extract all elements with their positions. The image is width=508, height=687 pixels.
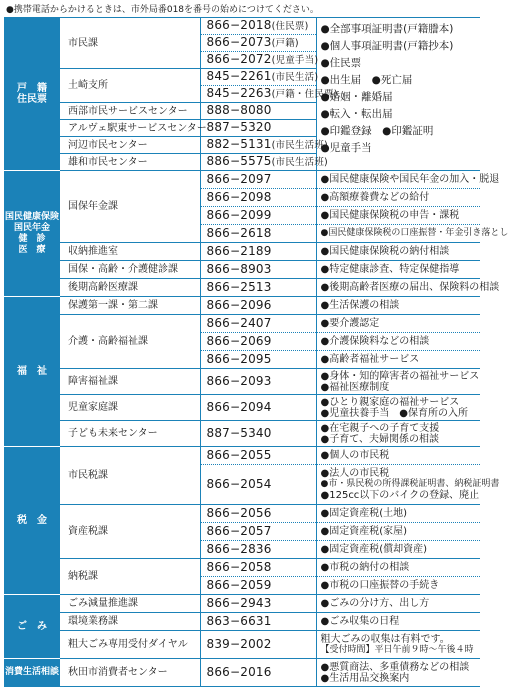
phone-number[interactable]: 866−2836 <box>200 541 316 559</box>
dept-label: 土崎支所 <box>60 69 200 103</box>
service-item: ●ごみ収集の日程 <box>316 613 480 631</box>
dept-label: ごみ減量推進課 <box>60 595 200 613</box>
service-item: ●悪質商法、多重債務などの相談 ●生活用品交換案内 <box>320 661 470 684</box>
dept-label: 納税課 <box>60 559 200 595</box>
phone-number[interactable]: 866−2018(住民票) <box>200 18 316 35</box>
service-item: ●後期高齢者医療の届出、保険料の相談 <box>316 279 480 297</box>
service-item: ●国民健康保険税の納付相談 <box>316 243 480 261</box>
service-item: ●国民健康保険税の申告・課税 <box>316 207 480 225</box>
phone-number[interactable]: 887−5340 <box>200 421 316 447</box>
phone-number[interactable]: 866−2407 <box>200 315 316 333</box>
phone-number[interactable]: 866−2057 <box>200 523 316 541</box>
phone-number[interactable]: 866−2059 <box>200 577 316 595</box>
dept-label: 介護・高齢福祉課 <box>60 315 200 369</box>
dept-label: 西部市民サービスセンター <box>60 103 200 120</box>
dept-label: 環境業務課 <box>60 613 200 631</box>
service-item: ●国民健康保険税の口座振替・年金引き落とし <box>316 225 480 243</box>
directory-row <box>4 18 480 35</box>
section-header-kokuho: 国民健康保険 国民年金 健 診 医 療 <box>4 171 60 297</box>
phone-number[interactable]: 866−2055 <box>200 447 316 465</box>
section-header-shohi: 消費生活相談 <box>4 659 60 687</box>
service-item: ●ひとり親家庭の福祉サービス ●児童扶養手当 ●保育所の入所 <box>316 395 480 421</box>
phone-number[interactable]: 866−2054 <box>200 465 316 505</box>
dept-label: 収納推進室 <box>60 243 200 261</box>
phone-number[interactable]: 866−2073(戸籍) <box>200 35 316 52</box>
dept-label: 児童家庭課 <box>60 395 200 421</box>
phone-number[interactable]: 866−2094 <box>200 395 316 421</box>
dept-label: 国保・高齢・介護健診課 <box>60 261 200 279</box>
section-header-gomi: ご み <box>4 595 60 659</box>
phone-number[interactable]: 866−2618 <box>200 225 316 243</box>
service-item: ●要介護認定 <box>316 315 480 333</box>
phone-number[interactable]: 866−2189 <box>200 243 316 261</box>
contact-directory-table <box>4 17 508 687</box>
dept-label: 市民税課 <box>60 447 200 505</box>
phone-number[interactable]: 839−2002 <box>200 631 316 659</box>
service-item: ●国民健康保険や国民年金の加入・脱退 <box>316 171 480 189</box>
service-item: ●高齢者福祉サービス <box>316 351 480 369</box>
service-item: ●ごみの分け方、出し方 <box>316 595 480 613</box>
phone-number[interactable]: 863−6631 <box>200 613 316 631</box>
dept-label: 資産税課 <box>60 505 200 559</box>
dept-label: 国保年金課 <box>60 171 200 243</box>
phone-number[interactable]: 866−2096 <box>200 297 316 315</box>
dept-label: 河辺市民センター <box>60 137 200 154</box>
phone-number[interactable]: 866−2098 <box>200 189 316 207</box>
section-header-fukushi: 福 祉 <box>4 297 60 447</box>
phone-number[interactable]: 866−2097 <box>200 171 316 189</box>
phone-number[interactable]: 866−2943 <box>200 595 316 613</box>
service-item: ●在宅親子への子育て支援 ●子育て、夫婦関係の相談 <box>316 421 480 447</box>
service-item: 粗大ごみの収集は有料です。 【受付時間】平日午前９時〜午後４時 <box>316 631 480 659</box>
dept-label: 市民課 <box>60 18 200 69</box>
dept-label: アルヴェ駅東サービスセンター <box>60 120 200 137</box>
phone-number[interactable]: 866−2513 <box>200 279 316 297</box>
section-header-zeikin: 税 金 <box>4 447 60 595</box>
phone-number[interactable]: 866−2069 <box>200 333 316 351</box>
service-item: ●介護保険料などの相談 <box>316 333 480 351</box>
phone-number[interactable]: 886−5575(市民生活班) <box>200 154 316 171</box>
phone-number[interactable]: 866−2058 <box>200 559 316 577</box>
dept-label: 子ども未来センター <box>60 421 200 447</box>
phone-number[interactable]: 866−8903 <box>200 261 316 279</box>
service-item: ●個人の市民税 <box>316 447 480 465</box>
dept-label: 保護第一課・第二課 <box>60 297 200 315</box>
header-note: ●携帯電話からかけるときは、市外局番018を番号の始めにつけてください。 <box>6 5 319 15</box>
phone-number[interactable]: 887−5320 <box>200 120 316 137</box>
service-item: ●固定資産税(償却資産) <box>316 541 480 559</box>
phone-number[interactable]: 845−2261(市民生活) <box>200 69 316 86</box>
phone-number[interactable]: 866−2016 <box>200 659 316 687</box>
service-item: ●固定資産税(家屋) <box>316 523 480 541</box>
phone-number[interactable]: 866−2093 <box>200 369 316 395</box>
section-header-koseki: 戸 籍 住民票 <box>4 18 60 171</box>
service-item: ●固定資産税(土地) <box>316 505 480 523</box>
service-item: ●市税の納付の相談 <box>316 559 480 577</box>
service-item: ●法人の市民税 ●市・県民税の所得課税証明書、納税証明書 ●125cc以下のバイクの登録、廃止 <box>316 465 480 505</box>
phone-number[interactable]: 866−2099 <box>200 207 316 225</box>
dept-label: 雄和市民センター <box>60 154 200 171</box>
dept-label: 秋田市消費者センター <box>60 659 200 687</box>
service-item: ●特定健康診査、特定保健指導 <box>316 261 480 279</box>
service-item: ●生活保護の相談 <box>316 297 480 315</box>
phone-number[interactable]: 845−2263(戸籍・住民票) <box>200 86 316 103</box>
phone-number[interactable]: 866−2072(児童手当) <box>200 52 316 69</box>
phone-number[interactable]: 882−5131(市民生活班) <box>200 137 316 154</box>
phone-number[interactable]: 866−2095 <box>200 351 316 369</box>
service-item: ●高額療養費などの給付 <box>316 189 480 207</box>
dept-label: 後期高齢医療課 <box>60 279 200 297</box>
phone-number[interactable]: 866−2056 <box>200 505 316 523</box>
service-item: ●市税の口座振替の手続き <box>316 577 480 595</box>
service-item: ●身体・知的障害者の福祉サービス ●福祉医療制度 <box>316 369 480 395</box>
dept-label: 障害福祉課 <box>60 369 200 395</box>
dept-label: 粗大ごみ専用受付ダイヤル <box>60 631 200 659</box>
service-list: ●全部事項証明書(戸籍謄本) ●個人事項証明書(戸籍抄本) ●住民票 ●出生届 ●死亡届 ●婚姻・離婚届 ●転入・転出届 ●印鑑登録 ●印鑑証明 ●児童手当 <box>316 18 480 171</box>
phone-number[interactable]: 888−8080 <box>200 103 316 120</box>
